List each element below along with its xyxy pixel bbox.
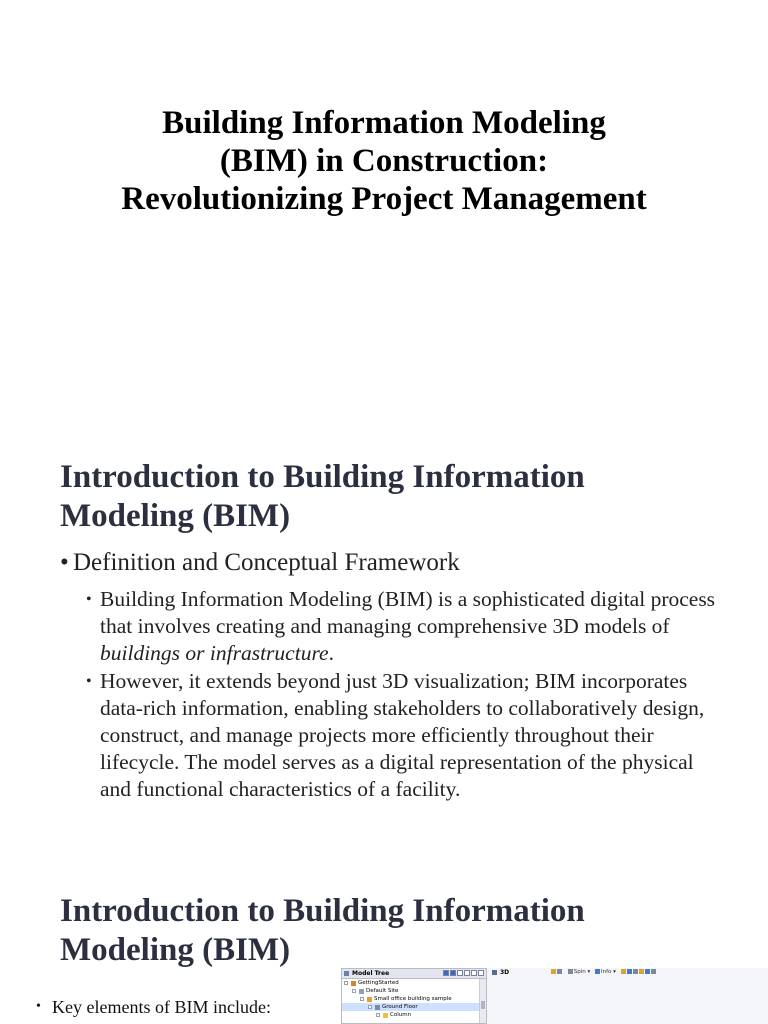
tree-item <box>342 987 486 995</box>
filter-icon <box>457 970 463 976</box>
title-line-3: Revolutionizing Project Management <box>121 181 647 217</box>
tree-toolbar <box>443 970 484 976</box>
view-toolbar <box>551 968 660 977</box>
model-tree-header <box>342 969 486 979</box>
expand-toggle-icon <box>376 1013 380 1017</box>
tree-item-label: Column <box>390 1012 412 1018</box>
slide-heading <box>60 892 740 970</box>
title-slide <box>0 0 768 432</box>
zoom-icon <box>639 969 644 974</box>
slide-heading <box>60 458 740 536</box>
tree-scrollbar <box>479 979 486 1023</box>
tree-item <box>342 995 486 1003</box>
toolbar-group <box>551 968 563 977</box>
tree-item <box>342 979 486 987</box>
toolbar-group <box>621 968 657 977</box>
frame-icon <box>651 969 656 974</box>
model-tree-icon <box>344 971 349 976</box>
sub-bullet-text: However, it extends beyond just 3D visualization; BIM incorporates data-rich information, enabling stakeholders to collaboratively design, construct, and manage projects more efficiently throughout their lifecycle. The model serves as a digital representation of the physical and functional characteristics of a facility. <box>100 669 705 801</box>
bullet-key-elements <box>36 995 336 1019</box>
presentation-title <box>40 104 728 218</box>
heading-line-1: Introduction to Building Information <box>60 459 585 495</box>
tree-item-label: Ground Floor <box>382 1004 418 1010</box>
spin-icon <box>568 969 573 974</box>
spin-tool: Spin ▾ <box>568 968 591 977</box>
tree-item <box>342 1011 486 1019</box>
bullet-marker: • <box>86 591 92 608</box>
sub-bullet-emphasis: buildings or infrastructure <box>100 641 329 665</box>
collapse-toggle-icon <box>352 989 356 993</box>
select-icon <box>551 969 556 974</box>
heading-line-2: Modeling (BIM) <box>60 498 291 534</box>
collapse-icon <box>450 970 456 976</box>
hide-icon <box>557 969 562 974</box>
sub-bullet-text <box>100 586 726 667</box>
sub-bullet-extension <box>86 668 726 803</box>
model-tree-title: Model Tree <box>352 970 390 977</box>
expand-icon <box>443 970 449 976</box>
scrollbar-thumb <box>481 1001 485 1009</box>
tree-item <box>342 1003 486 1011</box>
key-elements-slide <box>0 864 768 1024</box>
tree-item-label: Default Site <box>366 988 399 994</box>
site-icon <box>359 989 364 994</box>
collapse-toggle-icon <box>368 1005 372 1009</box>
section-icon <box>627 969 632 974</box>
tree-item-label: Small office building sample <box>374 996 452 1002</box>
bim-software-screenshot <box>341 968 768 1024</box>
spin-label: Spin <box>573 969 586 975</box>
collapse-toggle-icon <box>344 981 348 985</box>
measure-icon <box>621 969 626 974</box>
info-tool: Info ▾ <box>595 968 616 977</box>
view-tab-3d <box>491 968 509 977</box>
bullet-definition <box>60 548 740 578</box>
fit-icon <box>645 969 650 974</box>
sub-bullet-definition <box>86 586 726 667</box>
sub-bullet-text-main: Building Information Modeling (BIM) is a sophisticated digital process that involves creating and managing comprehensive 3D models of <box>100 587 716 638</box>
project-icon <box>351 981 356 986</box>
close-icon <box>478 970 484 976</box>
model-tree-panel <box>341 968 487 1024</box>
bullet-text: Definition and Conceptual Framework <box>73 549 460 576</box>
column-icon <box>383 1013 388 1018</box>
title-line-2: (BIM) in Construction: <box>219 143 549 179</box>
building-icon <box>367 997 372 1002</box>
restore-icon <box>471 970 477 976</box>
info-icon <box>595 969 600 974</box>
cube-icon <box>492 970 497 975</box>
bullet-marker: • <box>36 999 41 1014</box>
bullet-marker: • <box>60 549 69 576</box>
bullet-marker: • <box>86 673 92 690</box>
floor-icon <box>375 1005 380 1010</box>
heading-line-1: Introduction to Building Information <box>60 893 585 929</box>
bullet-text: Key elements of BIM include: <box>52 997 271 1017</box>
tree-item-label: GettingStarted <box>358 980 399 986</box>
title-line-1: Building Information Modeling <box>162 105 606 141</box>
camera-icon <box>633 969 638 974</box>
heading-line-2: Modeling (BIM) <box>60 932 291 968</box>
intro-slide <box>0 432 768 864</box>
view-tab-label: 3D <box>500 969 510 976</box>
sub-bullet-end: . <box>328 641 334 665</box>
minimize-icon <box>464 970 470 976</box>
info-label: Info <box>601 969 612 975</box>
collapse-toggle-icon <box>360 997 364 1001</box>
